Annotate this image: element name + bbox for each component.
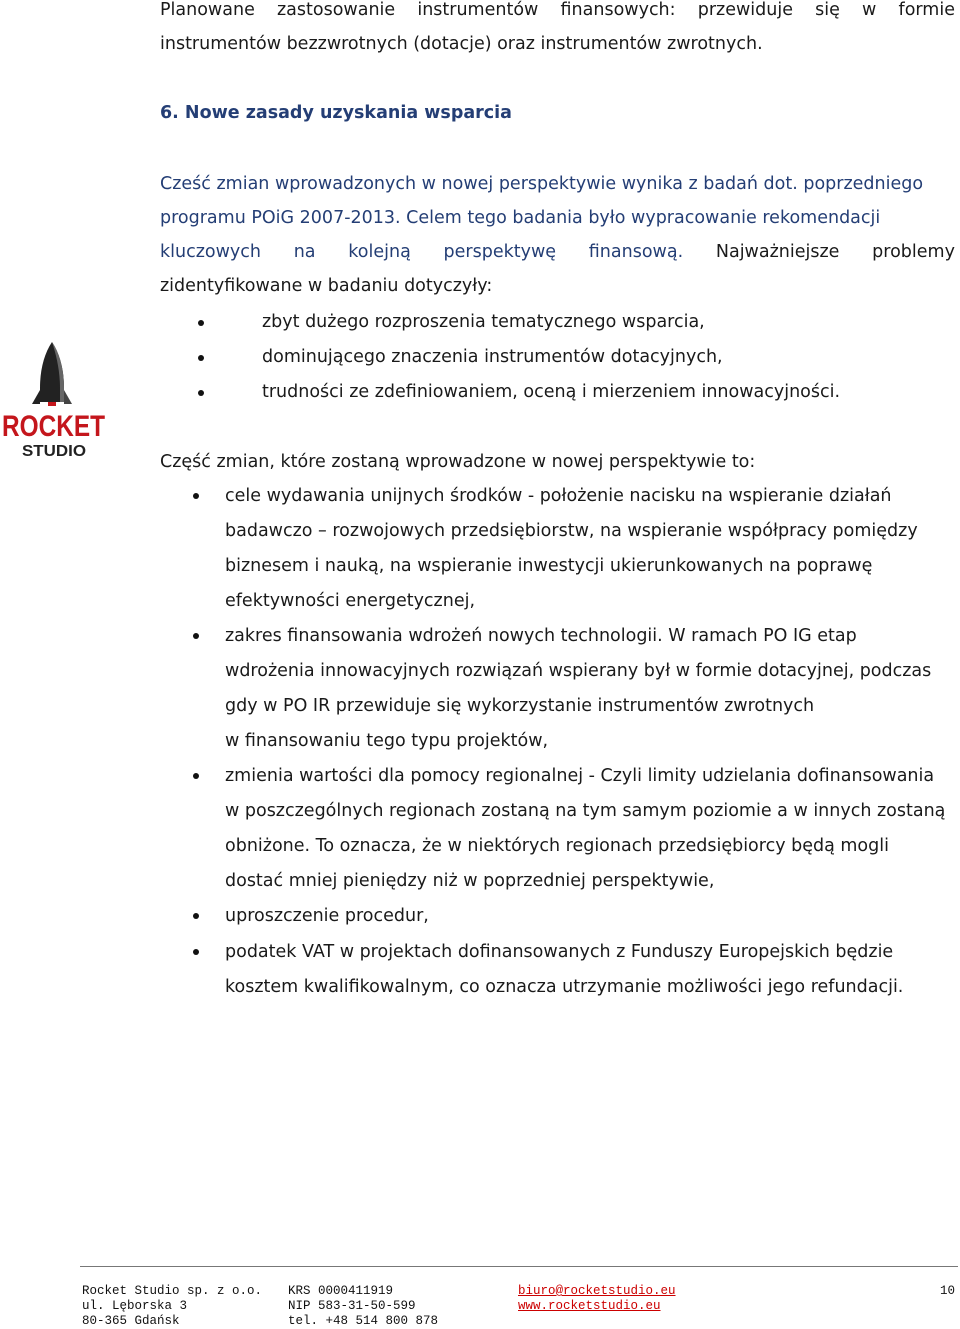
footer-company [82, 1284, 262, 1329]
bullet-icon [198, 320, 204, 326]
email-link[interactable]: biuro@rocketstudio.eu [518, 1284, 676, 1298]
word: w [862, 0, 877, 20]
rocket-icon [0, 340, 110, 460]
word: perspektywę [443, 242, 557, 262]
footer-divider [80, 1266, 958, 1267]
word: formie [898, 0, 955, 20]
intro-line-1 [160, 0, 955, 22]
logo-text-rocket: ROCKET [2, 410, 105, 443]
word: kolejną [348, 242, 411, 262]
change-item-line: wdrożenia innowacyjnych rozwiązań wspierany był w formie dotacyjnej, podczas [225, 661, 932, 681]
word: Planowane [160, 0, 255, 20]
change-item-line: efektywności energetycznej, [225, 591, 476, 611]
word: Najważniejsze [715, 242, 840, 262]
problem-item: dominującego znaczenia instrumentów dotacyjnych, [262, 347, 723, 367]
footer-street: ul. Lęborska 3 [82, 1299, 188, 1313]
intro-line-2: instrumentów bezzwrotnych (dotacje) oraz instrumentów zwrotnych. [160, 34, 763, 54]
bullet-icon [193, 913, 199, 919]
word: na [293, 242, 316, 262]
change-item-line: zakres finansowania wdrożeń nowych technologii. W ramach PO IG etap [225, 626, 857, 646]
bullet-icon [198, 390, 204, 396]
website-link[interactable]: www.rocketstudio.eu [518, 1299, 661, 1313]
paragraph-line: programu POiG 2007-2013. Celem tego badania było wypracowanie rekomendacji [160, 208, 881, 228]
word: zastosowanie [277, 0, 396, 20]
rocket-studio-logo [0, 340, 110, 460]
change-item-line: podatek VAT w projektach dofinansowanych z Funduszy Europejskich będzie [225, 942, 894, 962]
paragraph-line-justified [160, 240, 955, 264]
footer-registration [288, 1284, 438, 1329]
word: instrumentów [417, 0, 539, 20]
change-item-line: dostać mniej pieniędzy niż w poprzedniej perspektywie, [225, 871, 715, 891]
paragraph-line: zidentyfikowane w badaniu dotyczyły: [160, 276, 493, 296]
change-item-line: obniżone. To oznacza, że w niektórych regionach przedsiębiorcy będą mogli [225, 836, 889, 856]
word: problemy [872, 242, 955, 262]
change-item-line: biznesem i nauką, na wspieranie inwestycji ukierunkowanych na poprawę [225, 556, 873, 576]
bullet-icon [198, 355, 204, 361]
paragraph-line: Część zmian, które zostaną wprowadzone w nowej perspektywie to: [160, 452, 756, 472]
page-number: 10 [940, 1284, 956, 1298]
change-item-line: uproszczenie procedur, [225, 906, 429, 926]
footer-city: 80-365 Gdańsk [82, 1314, 180, 1328]
footer-contact [518, 1284, 676, 1314]
word: finansowych: [560, 0, 676, 20]
footer-nip: NIP 583-31-50-599 [288, 1299, 416, 1313]
bullet-icon [193, 493, 199, 499]
logo-text-studio: STUDIO [22, 443, 86, 460]
footer-company-name: Rocket Studio sp. z o.o. [82, 1284, 263, 1298]
change-item-line: kosztem kwalifikowalnym, co oznacza utrzymanie możliwości jego refundacji. [225, 977, 904, 997]
problem-item: zbyt dużego rozproszenia tematycznego wsparcia, [262, 312, 705, 332]
bullet-icon [193, 633, 199, 639]
paragraph-line: Cześć zmian wprowadzonych w nowej perspektywie wynika z badań dot. poprzedniego [160, 174, 924, 194]
word: przewiduje [697, 0, 793, 20]
word: się [815, 0, 840, 20]
change-item-line: cele wydawania unijnych środków - położenie nacisku na wspieranie działań [225, 486, 892, 506]
change-item-line: w poszczególnych regionach zostaną na tym samym poziomie a w innych zostaną [225, 801, 946, 821]
footer-phone: tel. +48 514 800 878 [288, 1314, 439, 1328]
change-item-line: gdy w PO IR przewiduje się wykorzystanie instrumentów zwrotnych [225, 696, 815, 716]
change-item-line: w finansowaniu tego typu projektów, [225, 731, 549, 751]
word: finansową. [588, 242, 684, 262]
problem-item: trudności ze zdefiniowaniem, oceną i mierzeniem innowacyjności. [262, 382, 841, 402]
section-heading: 6. Nowe zasady uzyskania wsparcia [160, 103, 512, 123]
bullet-icon [193, 949, 199, 955]
bullet-icon [193, 773, 199, 779]
footer-krs: KRS 0000411919 [288, 1284, 394, 1298]
word: kluczowych [160, 242, 261, 262]
change-item-line: zmienia wartości dla pomocy regionalnej - Czyli limity udzielania dofinansowania [225, 766, 935, 786]
change-item-line: badawczo – rozwojowych przedsiębiorstw, na wspieranie współpracy pomiędzy [225, 521, 918, 541]
